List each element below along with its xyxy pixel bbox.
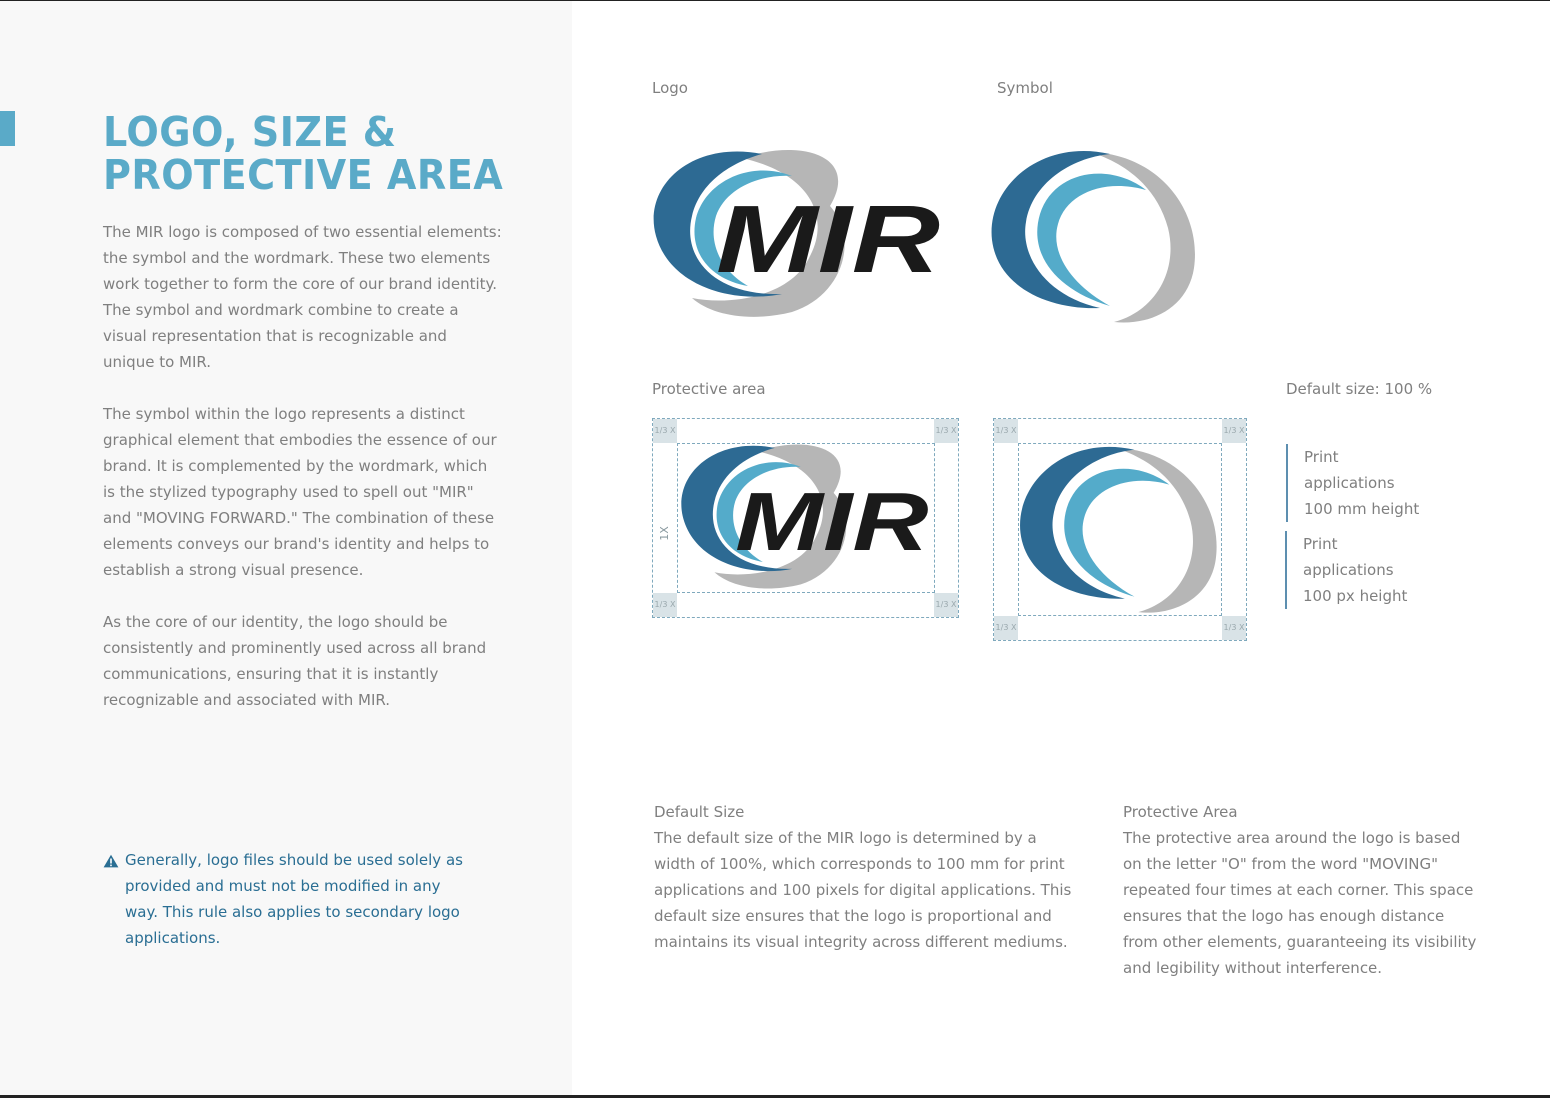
intro-paragraph: The symbol within the logo represents a distinct graphical element that embodies the essence of our brand. It is complemented by the wordmark, which is the stylized typography used to spell out "MIR" and "MOVING FORWARD." The combination of these elements conveys our brand's identity and helps to establish a strong visual presence. xyxy=(103,405,497,579)
page-title xyxy=(103,108,531,199)
corner-marker: 1/3 X xyxy=(653,593,677,617)
protective-area-description xyxy=(1123,799,1478,981)
logo-label: Logo xyxy=(652,79,688,97)
corner-marker: 1/3 X xyxy=(934,419,958,443)
corner-marker: 1/3 X xyxy=(994,616,1018,640)
protective-area-logo xyxy=(652,418,959,618)
symbol-swoosh-light-blue xyxy=(1037,174,1146,306)
size-info-print-px xyxy=(1285,531,1407,609)
mir-logo xyxy=(652,146,944,322)
corner-marker: 1/3 X xyxy=(934,593,958,617)
corner-marker: 1/3 X xyxy=(994,419,1018,443)
size-info-line: applications xyxy=(1303,561,1394,579)
mir-symbol xyxy=(990,148,1200,326)
default-size-description xyxy=(654,799,1074,955)
corner-marker: 1/3 X xyxy=(1222,616,1246,640)
default-size-label: Default size: 100 % xyxy=(1286,380,1433,398)
size-info-line: 100 px height xyxy=(1303,587,1408,605)
warning-note xyxy=(103,847,463,951)
corner-marker: 1/3 X xyxy=(653,419,677,443)
warning-triangle-icon xyxy=(103,854,119,868)
corner-marker: 1/3 X xyxy=(1222,419,1246,443)
protective-area-body: The protective area around the logo is based on the letter "O" from the word "MOVING" repeated four times at each corner. This space ensures that the logo has enough distance from other elements, guaranteeing its visibility and legibility without interference. xyxy=(1123,829,1477,977)
default-size-heading: Default Size xyxy=(654,803,745,821)
warning-text: Generally, logo files should be used solely as provided and must not be modified in any way. This rule also applies to secondary logo applications. xyxy=(125,851,463,947)
protective-area-label: Protective area xyxy=(652,380,766,398)
section-accent-tab xyxy=(0,111,15,146)
page-title-line-1: LOGO, SIZE & xyxy=(103,108,397,156)
intro-text xyxy=(103,219,503,739)
symbol-label: Symbol xyxy=(997,79,1053,97)
intro-paragraph: As the core of our identity, the logo should be consistently and prominently used across all brand communications, ensuring that it is instantly recognizable and associated with MIR. xyxy=(103,613,487,709)
size-info-line: Print xyxy=(1303,535,1338,553)
protective-area-symbol xyxy=(993,418,1247,641)
mir-symbol-protected xyxy=(1018,444,1222,616)
default-size-body: The default size of the MIR logo is determined by a width of 100%, which corresponds to 100 mm for print applications and 100 pixels for digital applications. This default size ensures that the logo is proportional and maintains its visual integrity across different mediums. xyxy=(654,829,1072,951)
size-info-line: Print xyxy=(1304,448,1339,466)
size-info-line: 100 mm height xyxy=(1304,500,1420,518)
intro-paragraph: The MIR logo is composed of two essential elements: the symbol and the wordmark. These two elements work together to form the core of our brand identity. The symbol and wordmark combine to create a visual representation that is recognizable and unique to MIR. xyxy=(103,223,502,371)
size-info-print-mm xyxy=(1286,444,1419,522)
one-x-label: 1X xyxy=(657,526,671,541)
protective-area-heading: Protective Area xyxy=(1123,803,1238,821)
size-info-line: applications xyxy=(1304,474,1395,492)
protected-logo-wordmark: MIR xyxy=(735,474,929,568)
mir-logo-protected xyxy=(677,441,935,593)
page-title-line-2: PROTECTIVE AREA xyxy=(103,151,504,199)
logo-wordmark: MIR xyxy=(716,186,940,293)
